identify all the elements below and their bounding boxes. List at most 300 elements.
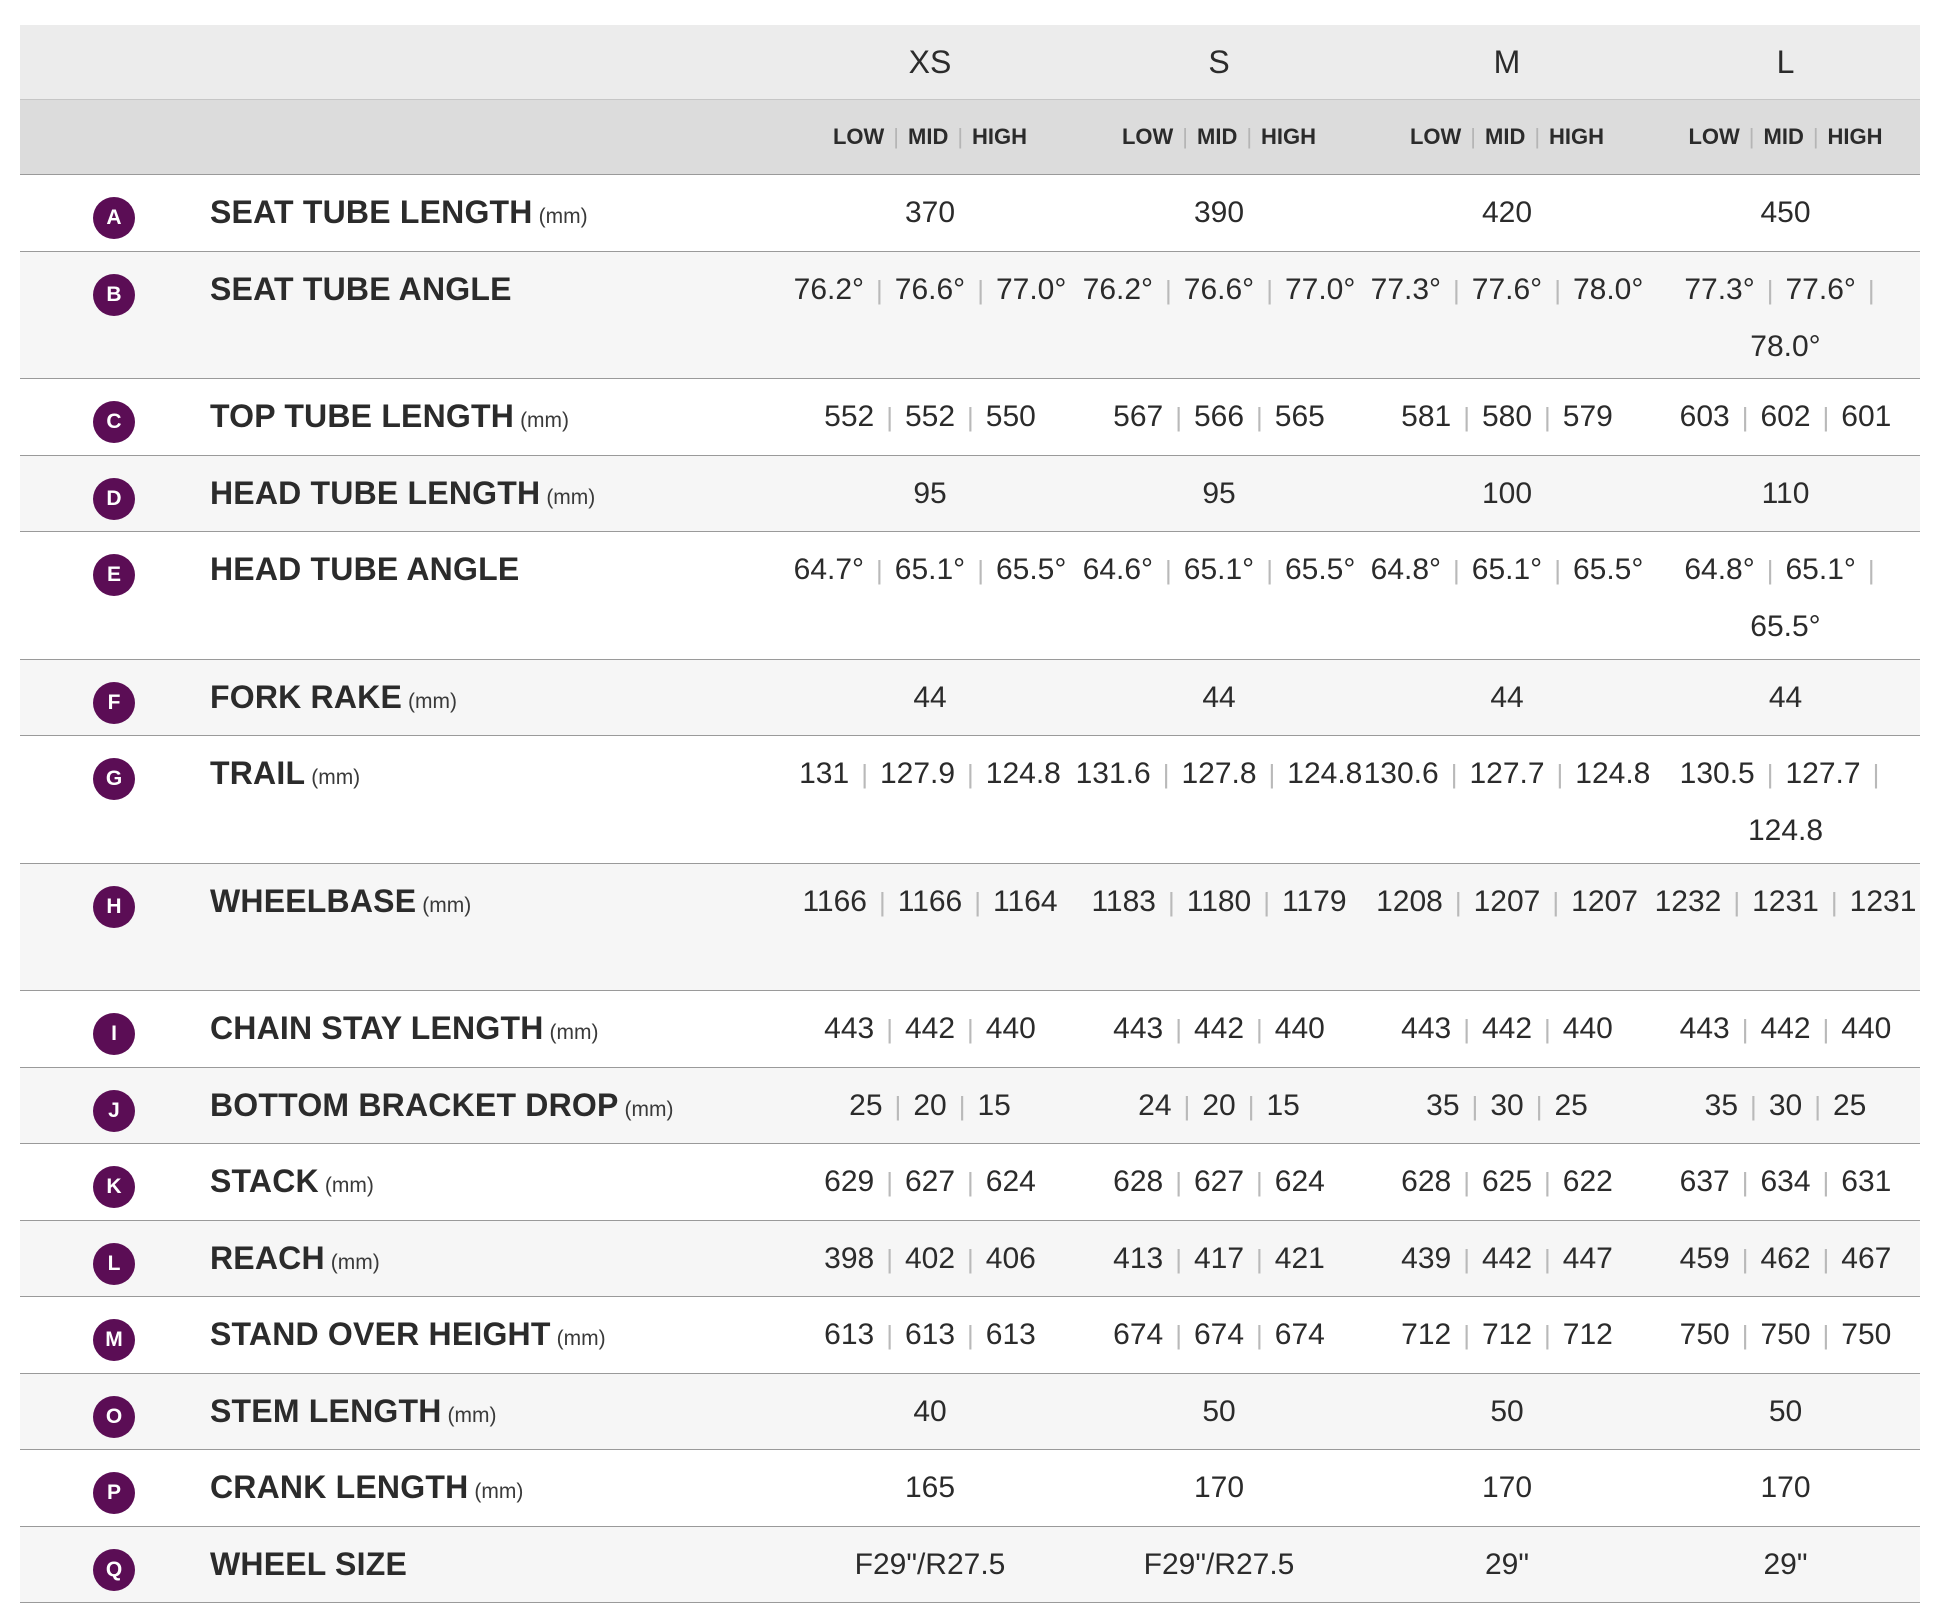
unit-label: (mm): [422, 893, 472, 917]
value: 20: [1202, 1088, 1236, 1122]
value-cell: [785, 168, 1075, 251]
value-cell: [785, 1520, 1075, 1603]
value: F29"/R27.5: [854, 1547, 1006, 1581]
divider: |: [1535, 1090, 1543, 1121]
measurement-badge: A: [93, 197, 135, 239]
measurement-badge: G: [93, 758, 135, 800]
value: 40: [913, 1394, 947, 1428]
divider: |: [1554, 274, 1561, 305]
unit-label: (mm): [447, 1403, 497, 1427]
value: 78.0°: [1572, 272, 1644, 306]
value: 65.5°: [995, 553, 1067, 586]
value: 712: [1481, 1318, 1533, 1351]
value-cell: [1075, 857, 1363, 991]
value: 130.5: [1679, 757, 1755, 790]
value-cell: [1075, 449, 1363, 532]
value: 64.8°: [1684, 553, 1755, 586]
measurement-badge: I: [93, 1013, 135, 1055]
position-label: HIGH: [1261, 124, 1317, 149]
value: 602: [1760, 400, 1811, 433]
measurement-label: REACH: [210, 1239, 325, 1276]
measurement-badge: H: [93, 886, 135, 928]
value: 25: [849, 1088, 883, 1122]
divider: |: [1266, 274, 1273, 305]
value: 77.3°: [1684, 272, 1755, 306]
divider: |: [1748, 124, 1755, 149]
divider: |: [1741, 1243, 1749, 1274]
divider: |: [1822, 1014, 1830, 1044]
table-row: [20, 991, 1920, 1068]
value: 674: [1113, 1318, 1164, 1351]
value: 124.8: [1287, 757, 1363, 790]
value: 390: [1193, 196, 1245, 229]
position-label: HIGH: [1827, 124, 1883, 149]
value: 627: [1193, 1165, 1245, 1198]
value: 64.7°: [793, 553, 865, 586]
divider: |: [1733, 886, 1741, 917]
value: 65.1°: [894, 553, 966, 586]
measurement-badge: M: [93, 1319, 135, 1361]
value-cell: [1075, 729, 1363, 863]
measurement-badge: D: [93, 478, 135, 520]
value: 442: [1481, 1241, 1533, 1275]
divider: |: [886, 1320, 893, 1350]
value: 443: [1679, 1012, 1730, 1045]
divider: |: [1534, 124, 1541, 149]
value: 165: [904, 1471, 956, 1504]
divider: |: [1766, 274, 1774, 305]
value: 370: [904, 196, 956, 229]
value-cell: [785, 653, 1075, 736]
divider: |: [876, 274, 883, 305]
divider: |: [1471, 1090, 1479, 1121]
value: 170: [1760, 1471, 1811, 1504]
table-row: [20, 660, 1920, 737]
value-cell: [1651, 1290, 1920, 1373]
value: 65.5°: [1572, 553, 1644, 586]
measurement-label: SEAT TUBE LENGTH: [210, 194, 533, 230]
divider: |: [1822, 1243, 1830, 1274]
value-cell: [1651, 1520, 1920, 1603]
table-row: [20, 1450, 1920, 1527]
value: 78.0°: [1750, 329, 1821, 363]
value-cell: [1651, 449, 1920, 532]
divider: |: [1556, 759, 1564, 789]
value: 624: [1274, 1165, 1325, 1198]
unit-label: (mm): [330, 1250, 380, 1274]
value-cell: [1363, 1443, 1651, 1526]
value: 127.9: [879, 757, 956, 790]
divider: |: [886, 1167, 893, 1197]
divider: |: [1741, 1014, 1749, 1044]
value: 130.6: [1363, 757, 1439, 790]
value: 50: [1768, 1394, 1803, 1428]
divider: |: [1463, 1320, 1470, 1350]
value-cell: [1075, 984, 1363, 1067]
value-cell: [1363, 168, 1651, 251]
value-cell: [1651, 857, 1920, 991]
value: 442: [904, 1012, 956, 1045]
geometry-rows: [20, 175, 1920, 1603]
position-label: MID: [1485, 124, 1526, 149]
value: 1183: [1091, 884, 1156, 918]
value: 750: [1760, 1318, 1811, 1351]
value: 127.7: [1469, 757, 1545, 790]
value: 24: [1138, 1088, 1172, 1122]
position-label: LOW: [832, 124, 885, 149]
measurement-label: CHAIN STAY LENGTH: [210, 1010, 544, 1046]
divider: |: [974, 886, 982, 917]
value: 439: [1401, 1241, 1452, 1275]
divider: |: [878, 886, 886, 917]
value: 76.6°: [1183, 272, 1255, 306]
value-cell: [1075, 653, 1363, 736]
value-cell: [1363, 857, 1651, 991]
divider: |: [1822, 402, 1830, 432]
divider: |: [1463, 1243, 1470, 1274]
value-cell: [785, 1367, 1075, 1450]
value-cell: [785, 1061, 1075, 1144]
value: 20: [913, 1088, 947, 1122]
value: 440: [1274, 1012, 1325, 1045]
value: 50: [1202, 1394, 1236, 1428]
value-cell: [1075, 1443, 1363, 1526]
divider: |: [1463, 402, 1470, 432]
value-cell: [1651, 1367, 1920, 1450]
value: 170: [1481, 1471, 1533, 1504]
value: 631: [1841, 1165, 1892, 1198]
value: 77.6°: [1471, 272, 1543, 306]
value: 566: [1193, 400, 1245, 433]
value: 443: [1401, 1012, 1452, 1045]
unit-label: (mm): [556, 1327, 606, 1350]
value: 127.7: [1785, 757, 1861, 790]
value: 25: [1554, 1088, 1588, 1122]
divider: |: [977, 555, 984, 585]
divider: |: [893, 124, 899, 149]
value: 95: [913, 476, 947, 510]
value-cell: [1363, 372, 1651, 455]
value-cell: [1651, 525, 1920, 659]
divider: |: [1867, 274, 1875, 305]
value: 413: [1113, 1241, 1164, 1275]
divider: |: [1766, 555, 1774, 585]
value-cell: [785, 1290, 1075, 1373]
value: 1164: [993, 884, 1058, 918]
value-cell: [1363, 525, 1651, 659]
divider: |: [1741, 1320, 1749, 1350]
value-cell: [785, 857, 1075, 991]
value: 77.6°: [1785, 272, 1856, 306]
value: 443: [1113, 1012, 1164, 1045]
divider: |: [1167, 886, 1175, 917]
value: 628: [1401, 1165, 1452, 1198]
divider: |: [1867, 555, 1875, 585]
value-cell: [1363, 1214, 1651, 1297]
value: 442: [1760, 1012, 1811, 1045]
value: 65.1°: [1471, 553, 1543, 586]
value: 100: [1481, 476, 1533, 510]
value: 420: [1481, 196, 1533, 229]
divider: |: [1454, 886, 1462, 917]
value-cell: [1075, 525, 1363, 659]
table-row: [20, 864, 1920, 992]
measurement-label: WHEEL SIZE: [210, 1545, 407, 1582]
unit-label: (mm): [520, 409, 570, 432]
value: 131.6: [1075, 757, 1151, 790]
value-cell: [1075, 1520, 1363, 1603]
value-cell: [1075, 1137, 1363, 1220]
value: 124.8: [1575, 757, 1651, 790]
value-cell: [1651, 1137, 1920, 1220]
value-cell: [1651, 729, 1920, 863]
value: 629: [824, 1165, 875, 1198]
value: 398: [824, 1241, 875, 1275]
value: 35: [1704, 1088, 1739, 1122]
value-cell: [1651, 1061, 1920, 1144]
table-row: [20, 1144, 1920, 1221]
value: 462: [1760, 1241, 1811, 1275]
value: 77.3°: [1370, 272, 1442, 306]
value: 15: [1266, 1088, 1300, 1122]
value: 712: [1562, 1318, 1613, 1351]
divider: |: [967, 1167, 974, 1197]
divider: |: [1463, 1014, 1470, 1044]
divider: |: [1554, 555, 1561, 585]
divider: |: [1256, 1320, 1263, 1350]
value-cell: [785, 984, 1075, 1067]
value: 1232: [1654, 884, 1722, 918]
value-cell: [1363, 1290, 1651, 1373]
value: 580: [1481, 400, 1533, 433]
value: 440: [1562, 1012, 1613, 1045]
value: 622: [1562, 1165, 1613, 1198]
divider: |: [1822, 1320, 1830, 1350]
divider: |: [886, 402, 893, 432]
value-cell: [1363, 1520, 1651, 1603]
divider: |: [1741, 1167, 1749, 1197]
value: 64.6°: [1082, 553, 1154, 586]
value-cell: [1363, 245, 1651, 379]
measurement-badge: O: [93, 1396, 135, 1438]
position-label: LOW: [1688, 124, 1740, 149]
divider: |: [1182, 124, 1188, 149]
divider: |: [1552, 886, 1560, 917]
value: 628: [1113, 1165, 1164, 1198]
value: 35: [1426, 1088, 1460, 1122]
measurement-badge: Q: [93, 1549, 135, 1591]
value: 127.8: [1181, 757, 1257, 790]
divider: |: [1268, 759, 1276, 789]
value: 440: [1841, 1012, 1892, 1045]
divider: |: [886, 1243, 893, 1274]
table-row: [20, 532, 1920, 660]
unit-label: (mm): [408, 689, 458, 713]
divider: |: [861, 759, 868, 789]
divider: |: [1266, 555, 1273, 585]
table-row: [20, 1374, 1920, 1451]
divider: |: [958, 1090, 966, 1121]
divider: |: [1453, 274, 1460, 305]
value: 1231: [1752, 884, 1819, 918]
value: 613: [824, 1318, 875, 1351]
value-cell: [1075, 245, 1363, 379]
value: 1166: [802, 884, 867, 918]
value: 579: [1562, 400, 1613, 433]
value: 674: [1274, 1318, 1325, 1351]
value-cell: [1075, 372, 1363, 455]
divider: |: [1256, 1167, 1263, 1197]
measurement-badge: F: [93, 682, 135, 724]
value: 65.1°: [1183, 553, 1255, 586]
table-row: [20, 252, 1920, 380]
divider: |: [1175, 402, 1182, 432]
value-cell: [1651, 984, 1920, 1067]
value: 443: [824, 1012, 875, 1045]
geometry-table: [20, 25, 1920, 1603]
measurement-label: TOP TUBE LENGTH: [210, 398, 515, 434]
size-header-row: [20, 25, 1920, 100]
position-label: HIGH: [972, 124, 1028, 149]
value: 613: [985, 1318, 1036, 1351]
table-row: [20, 1527, 1920, 1604]
divider: |: [1165, 274, 1172, 305]
value-cell: [785, 449, 1075, 532]
value: 625: [1481, 1165, 1533, 1198]
value-cell: [1075, 1290, 1363, 1373]
value: 450: [1760, 196, 1811, 229]
value: 44: [1768, 680, 1803, 714]
divider: |: [1544, 1014, 1551, 1044]
unit-label: (mm): [549, 1021, 599, 1044]
value: 601: [1841, 400, 1892, 433]
value: 467: [1841, 1241, 1892, 1275]
divider: |: [1256, 1014, 1263, 1044]
size-header-s: S: [1208, 43, 1230, 80]
value: 624: [985, 1165, 1036, 1198]
size-header-xs: XS: [908, 43, 952, 80]
divider: |: [1463, 1167, 1470, 1197]
value: 131: [799, 757, 850, 790]
divider: |: [1741, 402, 1749, 432]
value: 77.0°: [1284, 272, 1356, 306]
value: 76.2°: [793, 272, 865, 306]
divider: |: [967, 1320, 974, 1350]
value-cell: [1651, 1443, 1920, 1526]
divider: |: [894, 1090, 902, 1121]
divider: |: [1175, 1243, 1182, 1274]
value: 1207: [1473, 884, 1541, 918]
value: 110: [1761, 476, 1810, 510]
value: F29"/R27.5: [1143, 1547, 1295, 1581]
position-label: LOW: [1409, 124, 1462, 149]
value: 30: [1490, 1088, 1524, 1122]
value: 44: [1202, 680, 1236, 714]
unit-label: (mm): [474, 1480, 524, 1503]
position-labels: [1651, 100, 1920, 174]
value: 65.1°: [1785, 553, 1856, 586]
unit-label: (mm): [324, 1174, 374, 1197]
value: 552: [904, 400, 956, 433]
value: 30: [1768, 1088, 1803, 1122]
value-cell: [1651, 168, 1920, 251]
value-cell: [1651, 1214, 1920, 1297]
value: 567: [1113, 400, 1164, 433]
divider: |: [886, 1014, 893, 1044]
divider: |: [1470, 124, 1476, 149]
value-cell: [785, 245, 1075, 379]
value-cell: [1651, 245, 1920, 379]
value: 750: [1679, 1318, 1730, 1351]
divider: |: [1750, 1090, 1757, 1121]
value-cell: [1363, 1137, 1651, 1220]
value: 29": [1763, 1547, 1808, 1581]
value: 442: [1481, 1012, 1533, 1045]
unit-label: (mm): [538, 205, 588, 228]
value-cell: [785, 525, 1075, 659]
table-row: [20, 379, 1920, 456]
value: 603: [1679, 400, 1730, 433]
value-cell: [1363, 449, 1651, 532]
value: 440: [985, 1012, 1036, 1045]
measurement-badge: L: [93, 1243, 135, 1285]
value: 1207: [1571, 884, 1638, 918]
value-cell: [1075, 1367, 1363, 1450]
divider: |: [876, 555, 883, 585]
divider: |: [967, 402, 974, 432]
value: 124.8: [1747, 814, 1824, 848]
value: 581: [1401, 400, 1452, 433]
value: 447: [1562, 1241, 1613, 1275]
value-cell: [1075, 168, 1363, 251]
value-cell: [1363, 984, 1651, 1067]
value: 421: [1274, 1241, 1325, 1275]
measurement-label: STAND OVER HEIGHT: [210, 1316, 551, 1352]
value: 65.5°: [1750, 610, 1821, 644]
unit-label: (mm): [311, 766, 361, 789]
value: 1179: [1282, 884, 1347, 918]
measurement-badge: J: [93, 1090, 135, 1132]
value-cell: [1363, 729, 1651, 863]
measurement-label: STACK: [210, 1163, 319, 1199]
value-cell: [785, 372, 1075, 455]
value: 44: [1490, 680, 1524, 714]
measurement-label: HEAD TUBE LENGTH: [210, 474, 541, 511]
value: 64.8°: [1370, 553, 1442, 586]
divider: |: [1453, 555, 1460, 585]
value-cell: [1075, 1214, 1363, 1297]
position-header-row: [20, 100, 1920, 175]
value: 15: [977, 1088, 1011, 1122]
value: 634: [1760, 1165, 1811, 1198]
value-cell: [785, 729, 1075, 863]
value: 29": [1484, 1547, 1530, 1581]
value: 565: [1274, 400, 1325, 433]
unit-label: (mm): [546, 485, 596, 509]
measurement-badge: P: [93, 1472, 135, 1514]
table-row: [20, 1068, 1920, 1145]
divider: |: [1544, 1243, 1551, 1274]
value: 637: [1679, 1165, 1730, 1198]
divider: |: [1175, 1167, 1182, 1197]
measurement-label: BOTTOM BRACKET DROP: [210, 1086, 619, 1123]
divider: |: [1183, 1090, 1191, 1121]
value: 76.6°: [894, 272, 966, 306]
value: 44: [913, 680, 947, 714]
value: 674: [1193, 1318, 1245, 1351]
value: 76.2°: [1082, 272, 1154, 306]
position-label: MID: [908, 124, 949, 149]
